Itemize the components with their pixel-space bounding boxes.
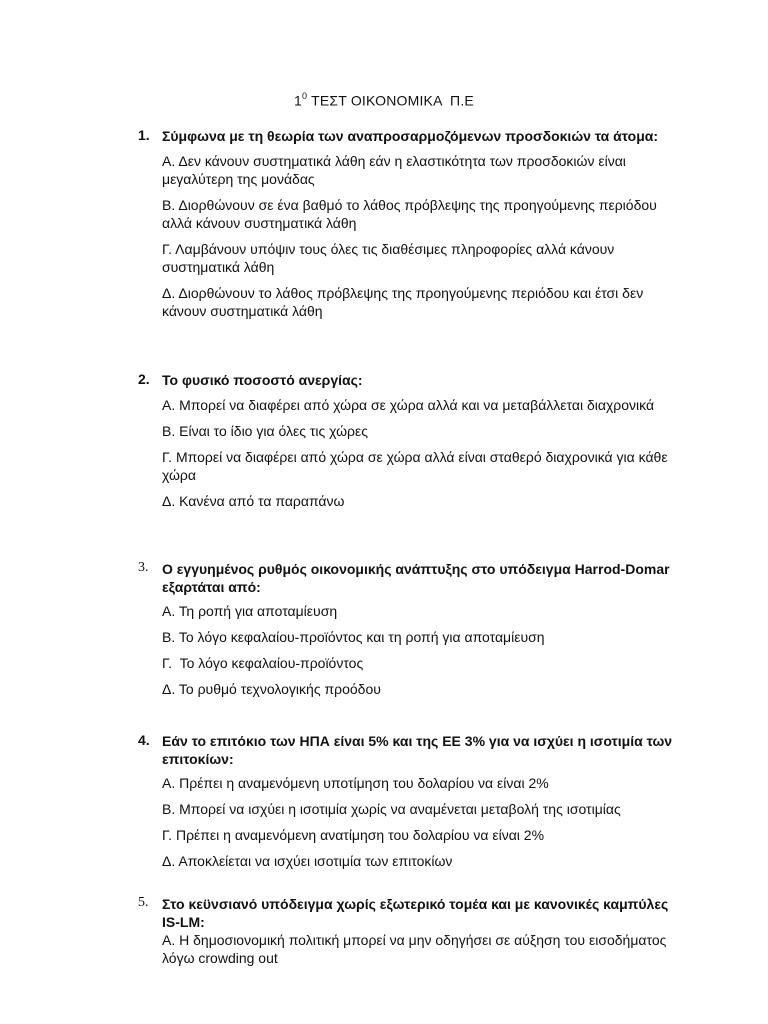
option-d: Δ. Διορθώνουν το λάθος πρόβλεψης της προηγούμενης περιόδου και έτσι δεν κάνουν συστηματικά λάθη: [162, 285, 644, 319]
question-number: 4.: [138, 732, 150, 748]
title-superscript: 0: [302, 91, 308, 101]
option-a: Α. Δεν κάνουν συστηματικά λάθη εάν η ελαστικότητα των προσδοκιών είναι μεγαλύτερη της μονάδας: [162, 153, 626, 187]
option-b: Β. Είναι το ίδιο για όλες τις χώρες: [162, 423, 368, 439]
option-c: Γ. Μπορεί να διαφέρει από χώρα σε χώρα αλλά είναι σταθερό διαχρονικά για κάθε χώρα: [162, 449, 668, 483]
option-d: Δ. Κανένα από τα παραπάνω: [162, 493, 345, 509]
question-number: 5.: [138, 895, 149, 910]
option-a: Α. Τη ροπή για αποταμίευση: [162, 603, 338, 619]
question-number: 3.: [138, 560, 149, 575]
option-d: Δ. Το ρυθμό τεχνολογικής προόδου: [162, 681, 381, 697]
title-number: 1: [294, 92, 303, 109]
question-5: [138, 895, 678, 967]
option-a: Α. Μπορεί να διαφέρει από χώρα σε χώρα αλλά και να μεταβάλλεται διαχρονικά: [162, 397, 655, 413]
option-d: Δ. Αποκλείεται να ισχύει ισοτιμία των επιτοκίων: [162, 853, 453, 869]
question-3: [138, 560, 678, 698]
question-number: 2.: [138, 371, 150, 387]
option-b: Β. Το λόγο κεφαλαίου-προϊόντος και τη ροπή για αποταμίευση: [162, 629, 545, 645]
question-4: [138, 732, 678, 870]
option-c: Γ. Λαμβάνουν υπόψιν τους όλες τις διαθέσιμες πληροφορίες αλλά κάνουν συστηματικά λάθη: [162, 241, 615, 275]
option-b: Β. Διορθώνουν σε ένα βαθμό το λάθος πρόβλεψης της προηγούμενης περιόδου αλλά κάνουν συστηματικά λάθη: [162, 197, 657, 231]
option-c: Γ. Πρέπει η αναμενόμενη ανατίμηση του δολαρίου να είναι 2%: [162, 827, 545, 843]
option-b: Β. Μπορεί να ισχύει η ισοτιμία χωρίς να αναμένεται μεταβολή της ισοτιμίας: [162, 801, 621, 817]
option-c: Γ. Το λόγο κεφαλαίου-προϊόντος: [162, 655, 364, 671]
title-text: ΤΕΣΤ ΟΙΚΟΝΟΜΙΚΑ Π.Ε: [307, 92, 474, 109]
option-a: Α. Η δημοσιονομική πολιτική μπορεί να μην οδηγήσει σε αύξηση του εισοδήματος λόγω crowding out: [162, 932, 667, 966]
question-text: Ο εγγυημένος ρυθμός οικονομικής ανάπτυξης στο υπόδειγμα Harrod-Domar εξαρτάται από:: [162, 561, 670, 595]
question-text: Σύμφωνα με τη θεωρία των αναπροσαρμοζόμενων προσδοκιών τα άτομα:: [162, 128, 659, 144]
question-text: Εάν το επιτόκιο των ΗΠΑ είναι 5% και της ΕΕ 3% για να ισχύει η ισοτιμία των επιτοκίων:: [162, 733, 673, 767]
page-title: [0, 92, 768, 109]
question-text: Το φυσικό ποσοστό ανεργίας:: [162, 372, 363, 388]
question-text: Στο κεϋνσιανό υπόδειγμα χωρίς εξωτερικό τομέα και με κανονικές καμπύλες IS-LM:: [162, 896, 669, 930]
question-2: [138, 371, 678, 510]
question-1: [138, 127, 678, 320]
option-a: Α. Πρέπει η αναμενόμενη υποτίμηση του δολαρίου να είναι 2%: [162, 775, 549, 791]
question-number: 1.: [138, 127, 150, 143]
